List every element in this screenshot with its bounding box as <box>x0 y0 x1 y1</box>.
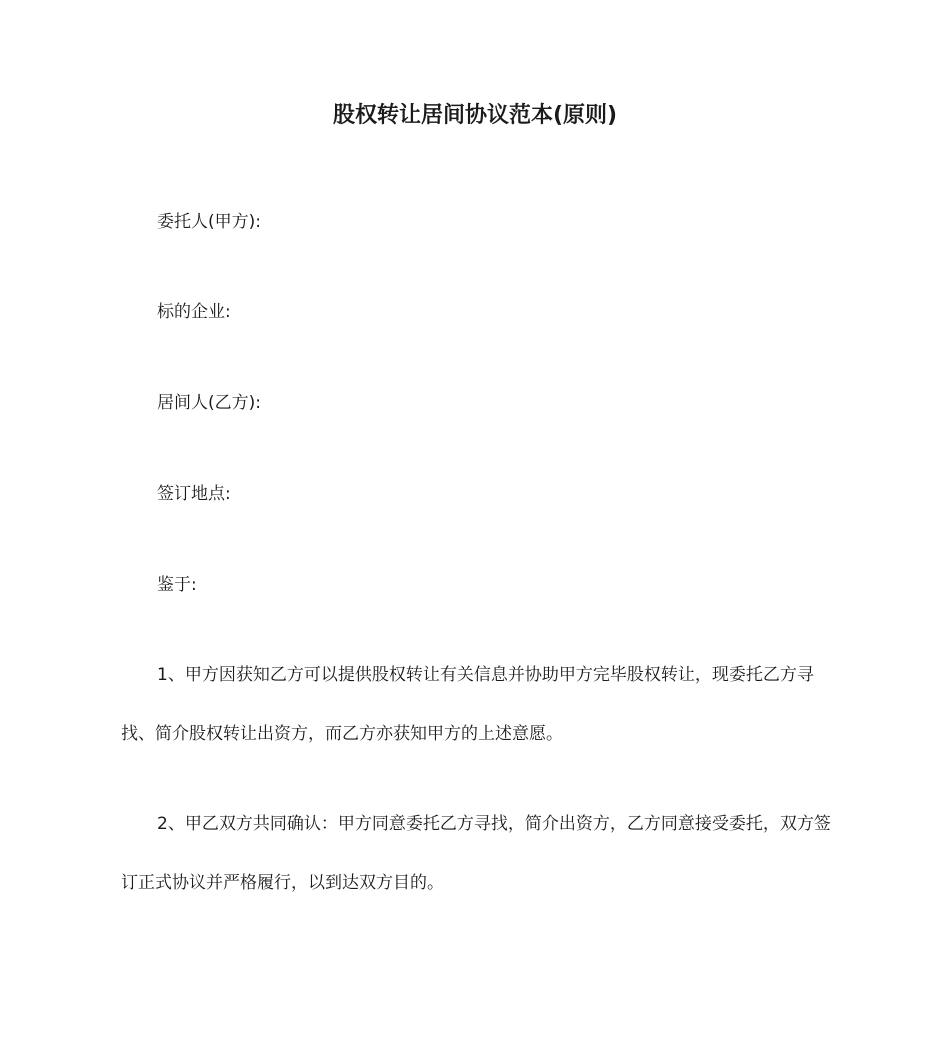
field-intermediary-party-b: 居间人(乙方): <box>157 393 261 413</box>
paragraph-clause-1: 1、甲方因获知乙方可以提供股权转让有关信息并协助甲方完毕股权转让，现委托乙方寻找、简介股权转让出资方，而乙方亦获知甲方的上述意愿。 <box>121 665 814 744</box>
field-client-party-a: 委托人(甲方): <box>157 212 261 232</box>
field-whereas: 鉴于: <box>157 575 197 595</box>
field-target-enterprise: 标的企业: <box>157 302 231 322</box>
document-title: 股权转让居间协议范本(原则) <box>332 103 618 128</box>
field-signing-location: 签订地点: <box>157 484 231 504</box>
paragraph-clause-2: 2、甲乙双方共同确认：甲方同意委托乙方寻找，简介出资方，乙方同意接受委托，双方签订正式协议并严格履行，以到达双方目的。 <box>121 814 831 893</box>
